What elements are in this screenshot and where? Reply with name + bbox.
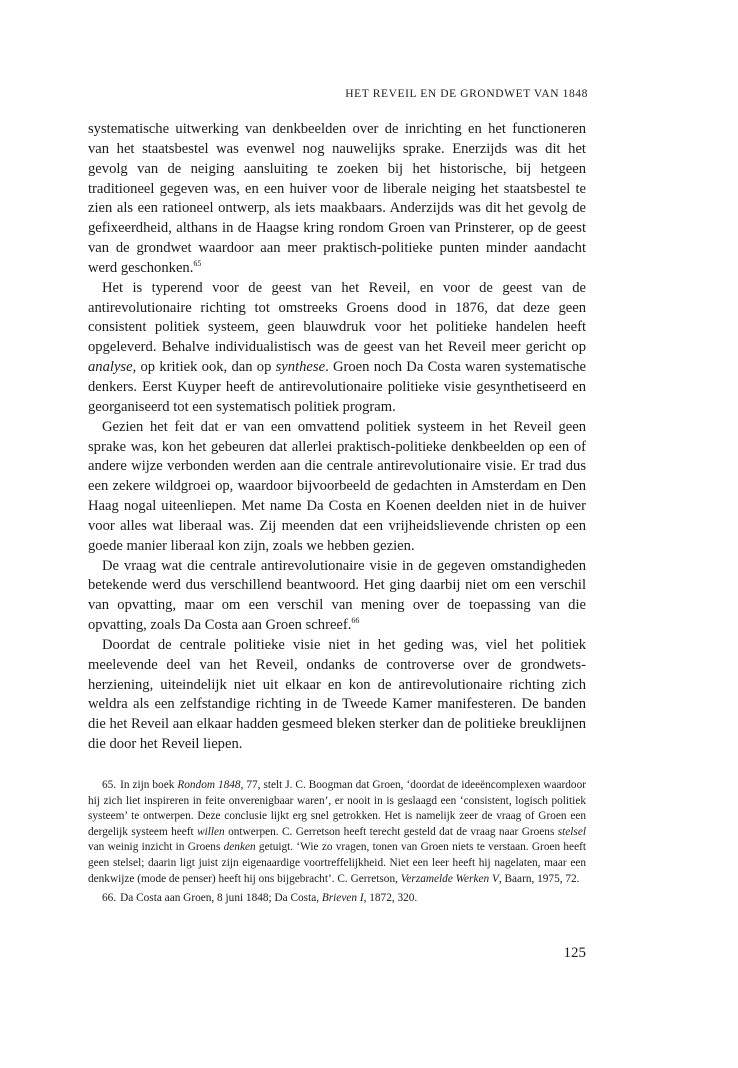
text-span: , 77, stelt J. C. Boogman dat Groen, ‘doordat de ideeëncomplexen waardoor hij zich liet inspireren in feite onverenigbaar waren’, er nooit in is geslaagd een ‘consistent, logisch politiek systeem’ te ontwerpen. Deze conclusie lijkt erg snel getrokken. Het is namelijk zeer de vraag of Groen een dergelijk systeem heeft	[88, 779, 586, 838]
text-span: van weinig inzicht in Groens	[88, 841, 224, 854]
text-span: , 1872, 320.	[363, 892, 418, 905]
text-span: In zijn boek	[120, 779, 178, 791]
footnote-65	[88, 778, 586, 887]
text-span: Doordat de centrale politieke visie niet in het geding was, viel het politiek meelevende deel van het Reveil, ondanks de controverse over de grondwetsherziening, uiteindelijk niet uit elkaar en kon de antirevolutionaire richting zich weldra als een zelfstandige richting in de Tweede Kamer manifesteren. De banden die het Reveil aan elkaar hadden gesmeed bleken sterker dan de politieke breuklijnen die door het Reveil liepen.	[88, 636, 586, 753]
paragraph-3	[88, 418, 586, 557]
text-span: Da Costa aan Groen, 8 juni 1848; Da Costa,	[120, 892, 322, 905]
body-text	[88, 120, 586, 755]
paragraph-5	[88, 636, 586, 755]
text-span: , op kritiek ook, dan op	[132, 359, 276, 376]
footnote-66	[88, 891, 586, 907]
text-span: . Groen noch Da Costa waren systematische denkers. Eerst Kuyper heeft de antirevolutionaire politieke visie gesynthetiseerd en georganiseerd tot een systematisch politiek program.	[88, 359, 587, 415]
footnotes	[88, 778, 586, 911]
text-span: getuigt. ‘Wie zo vragen, tonen van Groen niets te verstaan. Groen heeft geen stelsel; daarin ligt juist zijn eigenaardige voortreffelijkheid. Niet een leer heeft hij nagelaten, maar een denkwijze (mode de penser) heeft hij ons bijgebracht’. C. Gerretson,	[88, 841, 586, 885]
text-span: Gezien het feit dat er van een omvattend politiek systeem in het Reveil geen sprake was, kon het gebeuren dat allerlei praktisch-politieke denkbeelden op een of andere wijze verbonden werden aan die centrale antirevolutionaire visie. Er trad dus een zekere wildgroei op, waardoor bijvoorbeeld de gedachten in Amsterdam en Den Haag nogal uiteenliepen. Met name Da Costa en Koenen deelden niet in de huiver voor alles wat liberaal was. Zij meenden dat een vrijheidslievende christen op een goede manier liberaal kon zijn, zoals we hebben gezien.	[88, 418, 586, 554]
text-span: systematische uitwerking van denkbeelden over de inrichting en het functioneren van het staatsbestel was evenwel nog nauwelijks sprake. Enerzijds was dit het gevolg van de neiging aansluiting te zoeken bij het historische, bij hetgeen traditioneel gegeven was, en een huiver voor de liberale neiging het staatsbestel te zien als een rationeel ontwerp, als iets maakbaars. Anderzijds was dit het gevolg de gefixeerdheid, althans in de Haagse kring rondom Groen van Prinsterer, op de geest van de grondwet waardoor aan meer praktisch-politieke punten minder aandacht werd geschonken.	[88, 121, 586, 276]
footnote-ref-66: 66	[351, 616, 360, 626]
paragraph-2	[88, 279, 586, 418]
text-span: De vraag wat die centrale antirevolutionaire visie in de gegeven omstandigheden betekende werd dus verschillend beantwoord. Het ging daarbij niet om een verschil van opvatting, maar om een verschil van mening over de toepassing van die opvatting, zoals Da Costa aan Groen schreef.	[88, 557, 586, 634]
paragraph-1	[88, 120, 586, 279]
italic-term: stelsel	[557, 825, 586, 838]
text-span: Het is typerend voor de geest van het Reveil, en voor de geest van de antirevolutionaire richting tot omstreeks Groens dood in 1876, dat deze geen consistent politiek systeem, geen blauwdruk voor het politieke handelen heeft opgeleverd. Behalve individualistisch was de geest van het Reveil meer gericht op	[88, 279, 586, 356]
italic-term: willen	[197, 825, 225, 838]
text-span: ontwerpen. C. Gerretson heeft terecht gesteld dat de vraag naar Groens	[224, 825, 558, 838]
footnote-number: 66.	[102, 892, 117, 905]
page-number: 125	[563, 945, 586, 961]
italic-term: analyse	[88, 359, 133, 376]
text-span: , Baarn, 1975, 72.	[498, 872, 580, 885]
paragraph-4	[88, 557, 586, 636]
footnote-ref-65: 65	[193, 258, 202, 268]
running-head: HET REVEIL EN DE GRONDWET VAN 1848	[345, 88, 588, 100]
footnote-number: 65.	[102, 779, 117, 791]
book-title: Brieven I	[321, 892, 364, 905]
book-title: Rondom 1848	[177, 779, 241, 791]
book-title: Verzamelde Werken V	[400, 872, 499, 885]
italic-term: synthese	[275, 359, 326, 376]
italic-term: denken	[223, 841, 256, 854]
